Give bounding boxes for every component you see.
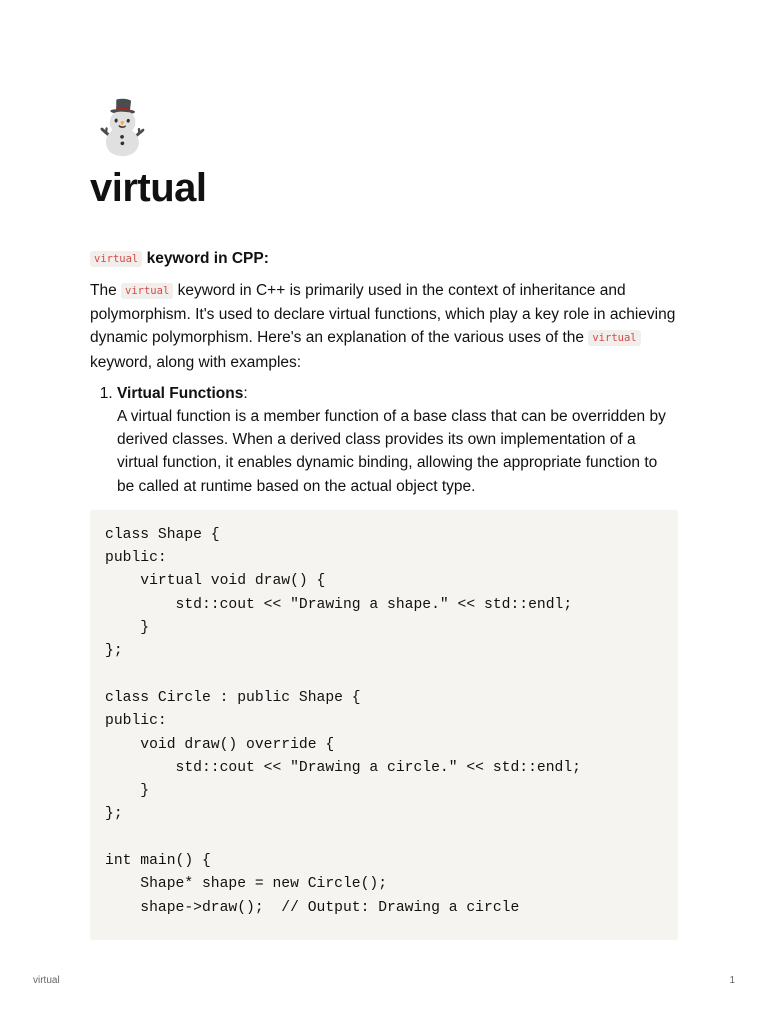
footer-page-title: virtual xyxy=(33,975,60,986)
code-content: class Shape { public: virtual void draw() { std::cout << "Drawing a shape." << std::endl; } }; class Circle : public Shape { public: void draw() override { std::cout << "Drawing a circle." << std::endl; } }; int main() { Shape* shape = new Circle(); shape->draw(); // Output: Drawing a circle xyxy=(105,526,581,916)
page-title: virtual xyxy=(90,166,207,210)
intro-text: The xyxy=(90,282,122,299)
list-item xyxy=(117,382,678,498)
inline-code: virtual xyxy=(121,283,173,299)
section-heading xyxy=(90,248,678,270)
list-item-heading xyxy=(117,382,678,405)
page-content xyxy=(90,98,678,940)
snowman-icon: ⛄ xyxy=(90,98,155,158)
inline-code: virtual xyxy=(588,330,640,346)
inline-code: virtual xyxy=(90,251,142,267)
intro-paragraph xyxy=(90,279,678,374)
list-item-title: Virtual Functions xyxy=(117,384,244,402)
intro-text: keyword, along with examples: xyxy=(90,353,302,371)
section-heading-text: keyword in CPP: xyxy=(142,250,269,267)
list-item-colon: : xyxy=(243,384,248,402)
code-block xyxy=(90,510,678,940)
numbered-list xyxy=(90,382,678,498)
intro-text: keyword in C++ is primarily used in the context of inheritance and polymorphism. It's used to declare virtual functions, which play a key role in achieving dynamic polymorphism. Here's an explanation of the various uses of the xyxy=(90,282,676,347)
list-item-body: A virtual function is a member function of a base class that can be overridden by derived classes. When a derived class provides its own implementation of a virtual function, it enables dynamic binding, allowing the appropriate function to be called at runtime based on the actual object type. xyxy=(117,408,666,495)
footer-page-number: 1 xyxy=(729,975,735,986)
